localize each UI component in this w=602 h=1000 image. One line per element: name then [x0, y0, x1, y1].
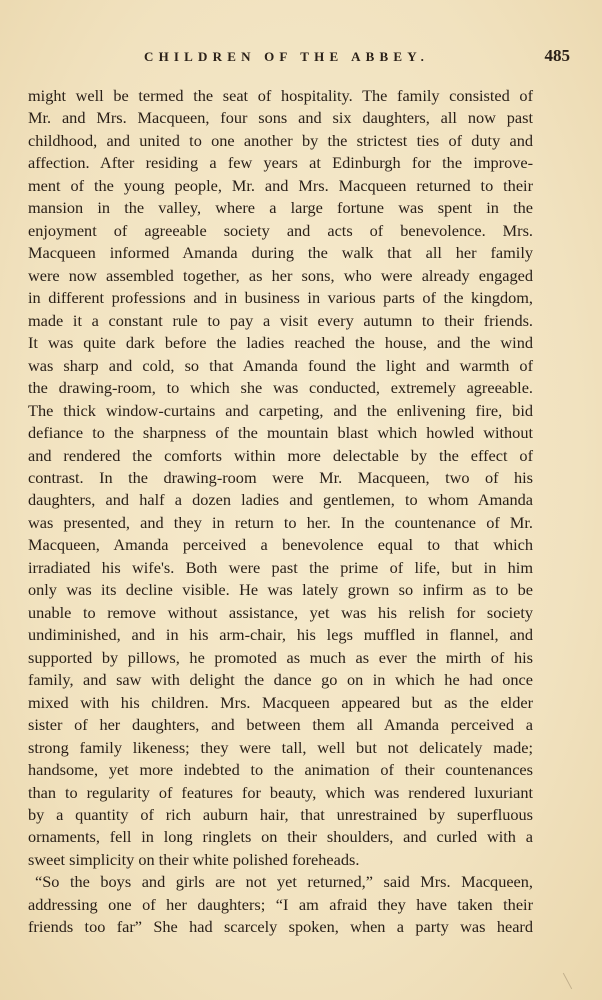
text-line: sweet simplicity on their white polished foreheads. [28, 849, 360, 869]
text-line: addressing one of her daughters; “I am afraid they have taken their [28, 894, 533, 914]
text-line: sister of her daughters, and between them all Amanda perceived a [28, 715, 533, 735]
text-line: was presented, and they in return to her. In the countenance of Mr. [28, 512, 533, 532]
text-line: defiance to the sharpness of the mountain blast which howled without [28, 423, 533, 443]
page-number: 485 [544, 46, 570, 65]
text-line: Macqueen informed Amanda during the walk that all her family [28, 243, 533, 263]
text-line: strong family likeness; they were tall, well but not delicately made; [28, 737, 533, 757]
running-title: CHILDREN OF THE ABBEY. [144, 49, 430, 64]
text-line: contrast. In the drawing-room were Mr. Macqueen, two of his [28, 467, 533, 487]
text-line: irradiated his wife's. Both were past the prime of life, but in him [28, 557, 533, 577]
text-line: and rendered the comforts within more delectable by the effect of [28, 445, 533, 465]
text-line: was sharp and cold, so that Amanda found the light and warmth of [28, 355, 533, 375]
text-line: family, and saw with delight the dance go on in which he had once [28, 670, 533, 690]
text-line: childhood, and united to one another by the strictest ties of duty and [28, 130, 533, 150]
text-line: It was quite dark before the ladies reached the house, and the wind [28, 333, 533, 353]
body-text [28, 85, 533, 939]
running-head [30, 46, 570, 71]
text-line: daughters, and half a dozen ladies and gentlemen, to whom Amanda [28, 490, 533, 510]
text-line: ment of the young people, Mr. and Mrs. Macqueen returned to their [28, 175, 533, 195]
text-line: handsome, yet more indebted to the animation of their countenances [28, 760, 533, 780]
text-line: ornaments, fell in long ringlets on their shoulders, and curled with a [28, 827, 533, 847]
text-line: by a quantity of rich auburn hair, that unrestrained by superfluous [28, 805, 533, 824]
text-line: made it a constant rule to pay a visit every autumn to their friends. [28, 310, 533, 330]
text-line: mansion in the valley, where a large fortune was spent in the [28, 198, 533, 218]
text-line: Mr. and Mrs. Macqueen, four sons and six daughters, all now past [28, 108, 533, 128]
text-line: friends too far” She had scarcely spoken, when a party was heard [28, 917, 533, 937]
text-line: only was its decline visible. He was lately grown so infirm as to be [28, 580, 533, 600]
text-line: The thick window-curtains and carpeting, and the enlivening fire, bid [28, 400, 533, 420]
text-line: affection. After residing a few years at Edinburgh for the improve- [28, 153, 533, 173]
text-line: undiminished, and in his arm-chair, his legs muffled in flannel, and [28, 625, 533, 645]
text-line: “So the boys and girls are not yet returned,” said Mrs. Macqueen, [35, 872, 533, 892]
text-line: supported by pillows, he promoted as much as ever the mirth of his [28, 647, 533, 667]
text-line: might well be termed the seat of hospitality. The family consisted of [28, 86, 533, 105]
text-line: were now assembled together, as her sons, who were already engaged [28, 265, 533, 285]
text-line: unable to remove without assistance, yet was his relish for society [28, 602, 533, 622]
text-line: in different professions and in business in various parts of the kingdom, [28, 288, 533, 308]
text-line: Macqueen, Amanda perceived a benevolence equal to that which [28, 535, 533, 555]
text-line: the drawing-room, to which she was conducted, extremely agreeable. [28, 378, 533, 398]
margin-mark [563, 973, 572, 989]
text-line: enjoyment of agreeable society and acts of benevolence. Mrs. [28, 220, 533, 240]
text-line: than to regularity of features for beauty, which was rendered luxuriant [28, 782, 533, 802]
text-line: mixed with his children. Mrs. Macqueen appeared but as the elder [28, 692, 533, 712]
